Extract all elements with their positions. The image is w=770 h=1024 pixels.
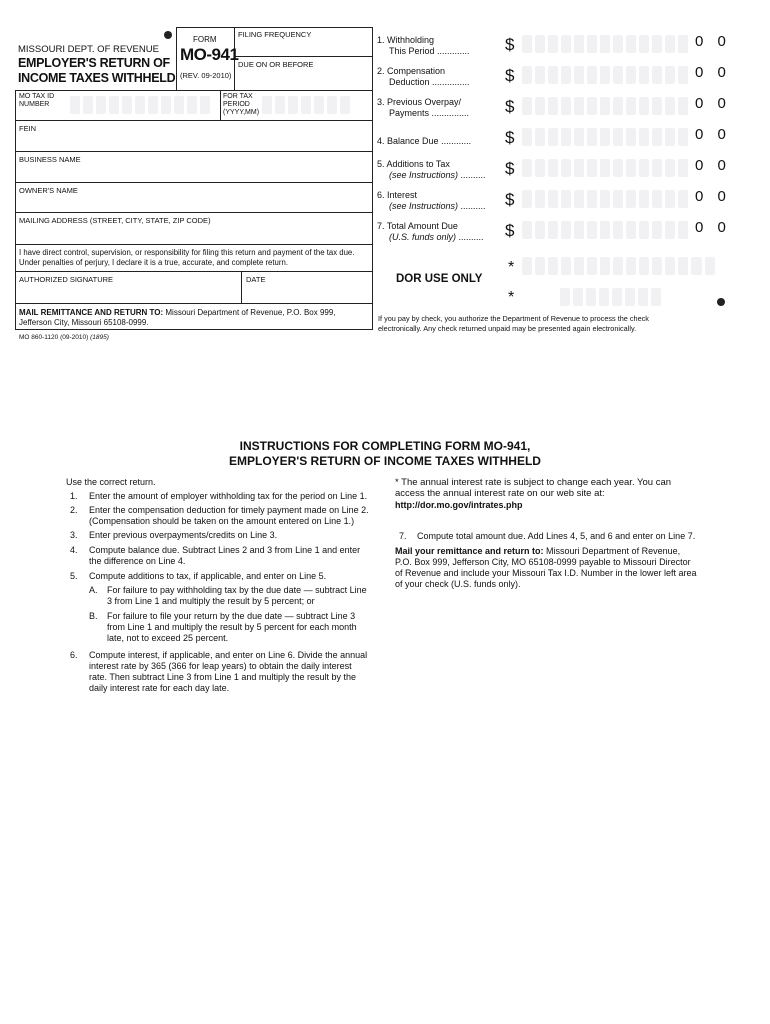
dor-field-3 xyxy=(560,288,661,306)
tax-period-label: FOR TAX PERIOD (YYYY,MM) xyxy=(223,93,260,116)
amount-input[interactable] xyxy=(522,66,688,84)
dollar-sign: $ xyxy=(505,66,515,85)
form-code: MO 860-1120 (09-2010) (1895) xyxy=(19,334,109,341)
line-item-label: 2. Compensation Deduction ............... xyxy=(377,66,470,87)
date-label: DATE xyxy=(246,275,266,284)
dor-use-only: DOR USE ONLY xyxy=(396,273,483,285)
star-mark-2: * xyxy=(508,289,515,306)
tax-id-input[interactable] xyxy=(70,96,210,114)
form-title-line2: INCOME TAXES WITHHELD xyxy=(18,71,176,85)
cents-value: 0 0 xyxy=(695,33,731,50)
line-item-label: 1. Withholding This Period ............. xyxy=(377,35,470,56)
check-note: If you pay by check, you authorize the Department of Revenue to process the check electronically. Any check returned unpaid may be presented again electronically. xyxy=(378,314,649,333)
dollar-sign: $ xyxy=(505,128,515,147)
mailing-address-input[interactable] xyxy=(19,226,364,242)
line-item-label: 6. Interest (see Instructions) .......... xyxy=(377,190,486,211)
dor-field-2 xyxy=(692,257,715,275)
fein-input[interactable] xyxy=(60,124,360,150)
signature-label: AUTHORIZED SIGNATURE xyxy=(19,275,114,284)
dollar-sign: $ xyxy=(505,221,515,240)
form-label: FORM xyxy=(193,35,217,44)
dollar-sign: $ xyxy=(505,35,515,54)
cents-value: 0 0 xyxy=(695,126,731,143)
cents-value: 0 0 xyxy=(695,64,731,81)
dept-name: MISSOURI DEPT. OF REVENUE xyxy=(18,44,159,55)
filing-frequency-label: FILING FREQUENCY xyxy=(238,30,312,39)
star-mark-1: * xyxy=(508,259,515,276)
registration-mark-icon xyxy=(717,298,725,306)
amount-input[interactable] xyxy=(522,221,688,239)
mail-remittance: MAIL REMITTANCE AND RETURN TO: Missouri Department of Revenue, P.O. Box 999, Jefferson City, Missouri 65108-0999. xyxy=(19,308,336,327)
line-item-label: 3. Previous Overpay/ Payments ............... xyxy=(377,97,470,118)
registration-mark-icon xyxy=(164,31,172,39)
line-item-label: 4. Balance Due ............ xyxy=(377,136,472,146)
fein-label: FEIN xyxy=(19,124,37,133)
signature-input[interactable] xyxy=(19,285,239,299)
dollar-sign: $ xyxy=(505,190,515,209)
due-date-label: DUE ON OR BEFORE xyxy=(238,60,314,69)
line-item-label: 7. Total Amount Due (U.S. funds only) .......... xyxy=(377,221,484,242)
form-number: MO-941 xyxy=(180,45,239,64)
line-item-label: 5. Additions to Tax (see Instructions) .......... xyxy=(377,159,486,180)
business-name-label: BUSINESS NAME xyxy=(19,155,81,164)
cents-value: 0 0 xyxy=(695,157,731,174)
amount-input[interactable] xyxy=(522,128,688,146)
mailing-address-label: MAILING ADDRESS (STREET, CITY, STATE, ZIP CODE) xyxy=(19,216,211,225)
tax-period-input[interactable] xyxy=(262,96,350,114)
cents-value: 0 0 xyxy=(695,219,731,236)
dollar-sign: $ xyxy=(505,97,515,116)
form-revision: (REV. 09-2010) xyxy=(180,71,232,80)
amount-input[interactable] xyxy=(522,190,688,208)
amount-input[interactable] xyxy=(522,97,688,115)
owners-name-label: OWNER'S NAME xyxy=(19,186,78,195)
owners-name-input[interactable] xyxy=(19,196,364,212)
business-name-input[interactable] xyxy=(19,165,364,181)
form-title-line1: EMPLOYER'S RETURN OF xyxy=(18,56,170,70)
instructions-title: INSTRUCTIONS FOR COMPLETING FORM MO-941, EMPLOYER'S RETURN OF INCOME TAXES WITHHELD xyxy=(229,439,541,468)
tax-id-label: MO TAX ID NUMBER xyxy=(19,93,55,108)
dor-field-1 xyxy=(522,257,701,275)
declaration-text: I have direct control, supervision, or responsibility for filing this return and payment of the tax due. Under penalties of perjury, I declare it is a true, accurate, and complete return. xyxy=(19,248,355,267)
dollar-sign: $ xyxy=(505,159,515,178)
amount-input[interactable] xyxy=(522,35,688,53)
amount-input[interactable] xyxy=(522,159,688,177)
cents-value: 0 0 xyxy=(695,95,731,112)
date-input[interactable] xyxy=(246,285,366,299)
cents-value: 0 0 xyxy=(695,188,731,205)
